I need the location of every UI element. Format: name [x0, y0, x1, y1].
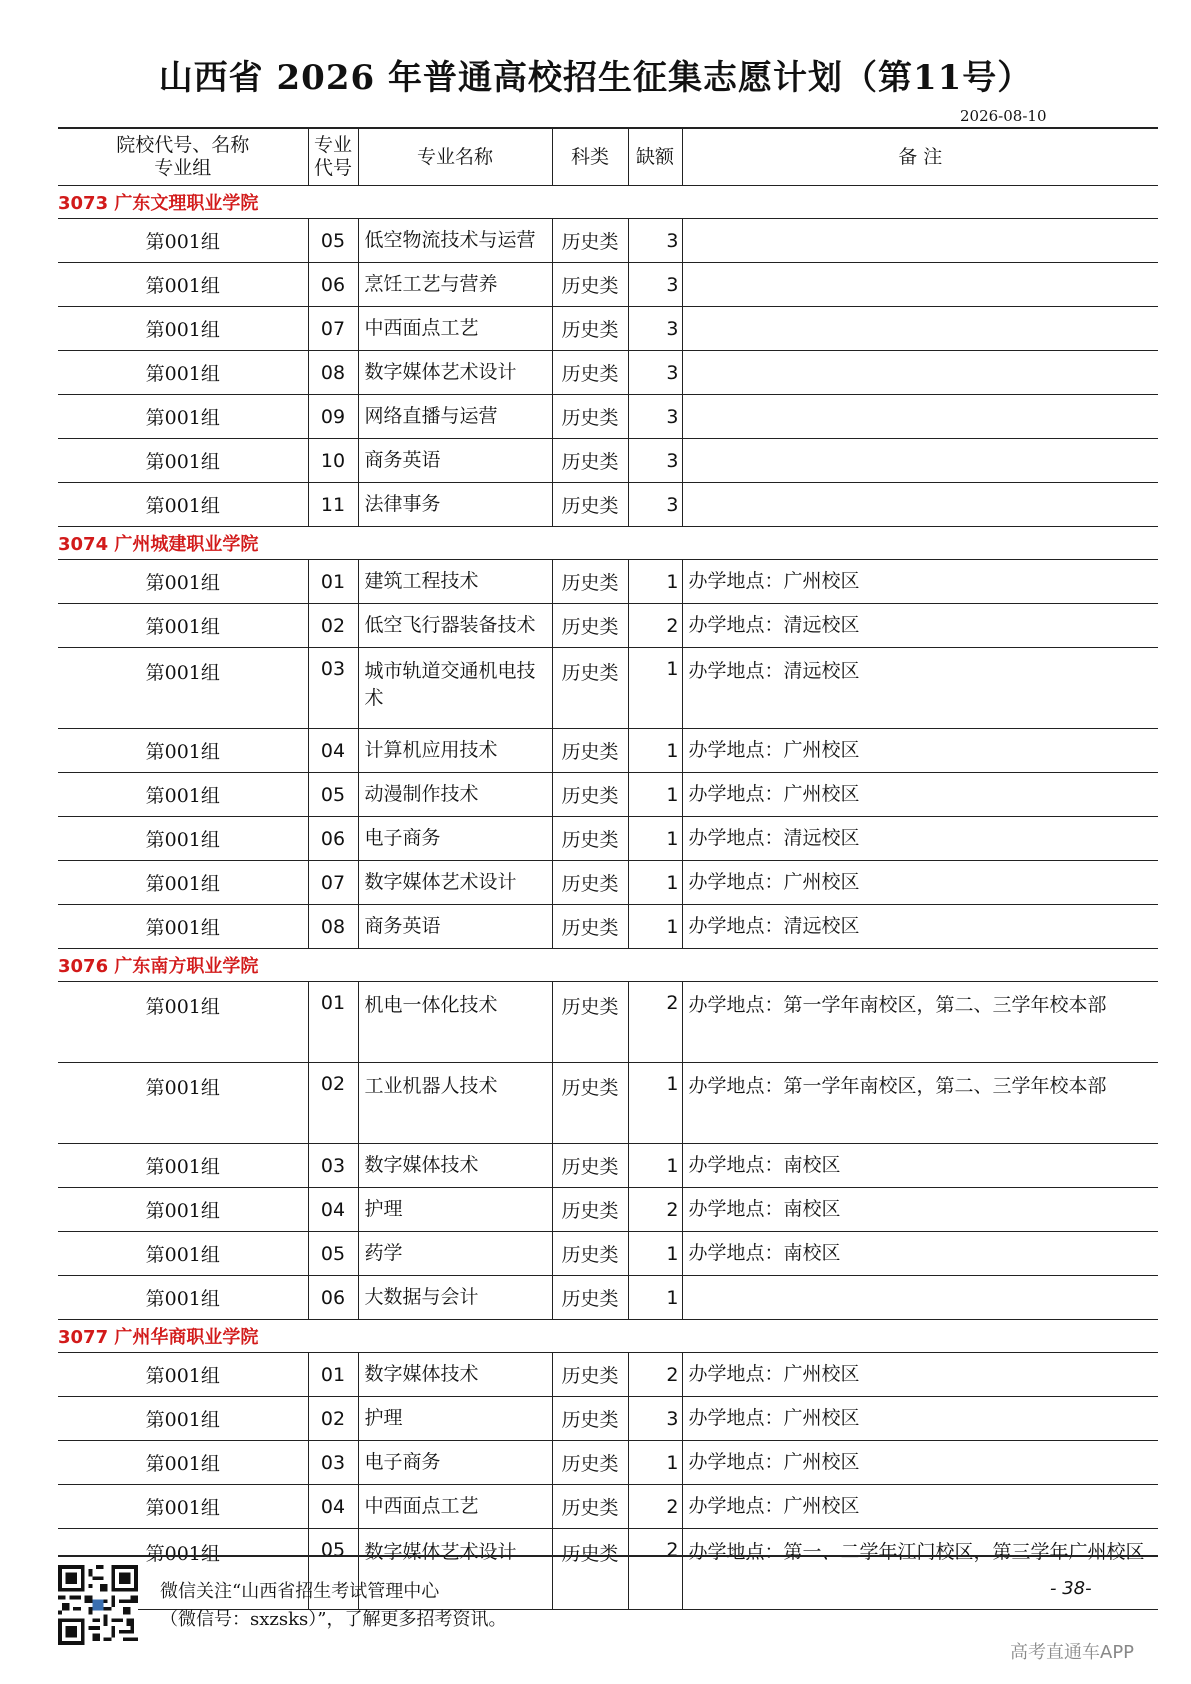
cell-major-code: 05	[308, 773, 358, 817]
cell-group: 第001组	[58, 729, 308, 773]
cell-category: 历史类	[552, 1353, 628, 1397]
cell-vacancy: 1	[628, 1232, 682, 1276]
cell-group: 第001组	[58, 773, 308, 817]
cell-category: 历史类	[552, 604, 628, 648]
cell-group: 第001组	[58, 1397, 308, 1441]
cell-category: 历史类	[552, 1529, 628, 1610]
cell-major-name: 建筑工程技术	[358, 560, 552, 604]
cell-major-code: 03	[308, 1441, 358, 1485]
header-remarks: 备 注	[682, 128, 1158, 186]
cell-vacancy: 2	[628, 1529, 682, 1610]
cell-major-code: 08	[308, 351, 358, 395]
header-major-code-line2: 代号	[313, 157, 352, 179]
cell-group: 第001组	[58, 483, 308, 527]
cell-major-name: 数字媒体技术	[358, 1144, 552, 1188]
cell-category: 历史类	[552, 1232, 628, 1276]
table-row	[58, 982, 1158, 1063]
school-header-row	[58, 949, 1158, 982]
cell-group: 第001组	[58, 395, 308, 439]
cell-vacancy: 1	[628, 729, 682, 773]
cell-major-code: 02	[308, 1397, 358, 1441]
cell-major-name: 数字媒体技术	[358, 1353, 552, 1397]
cell-vacancy: 2	[628, 1353, 682, 1397]
school-title: 3074 广州城建职业学院	[58, 527, 1158, 560]
cell-vacancy: 1	[628, 817, 682, 861]
cell-category: 历史类	[552, 982, 628, 1063]
cell-major-name: 网络直播与运营	[358, 395, 552, 439]
cell-major-name: 护理	[358, 1188, 552, 1232]
cell-remarks: 办学地点：南校区	[682, 1144, 1158, 1188]
cell-remarks	[682, 1276, 1158, 1320]
cell-remarks	[682, 483, 1158, 527]
cell-category: 历史类	[552, 648, 628, 729]
cell-category: 历史类	[552, 560, 628, 604]
table-header-row	[58, 128, 1158, 186]
header-school-group	[58, 128, 308, 186]
cell-group: 第001组	[58, 905, 308, 949]
cell-major-code: 07	[308, 307, 358, 351]
table-row	[58, 648, 1158, 729]
cell-major-name: 中西面点工艺	[358, 1485, 552, 1529]
cell-group: 第001组	[58, 560, 308, 604]
table-row	[58, 395, 1158, 439]
table-row	[58, 1441, 1158, 1485]
cell-major-name: 电子商务	[358, 817, 552, 861]
cell-group: 第001组	[58, 219, 308, 263]
cell-vacancy: 3	[628, 483, 682, 527]
cell-group: 第001组	[58, 982, 308, 1063]
footer-divider	[58, 1555, 1158, 1557]
cell-major-name: 动漫制作技术	[358, 773, 552, 817]
cell-vacancy: 1	[628, 861, 682, 905]
cell-category: 历史类	[552, 395, 628, 439]
cell-remarks: 办学地点：南校区	[682, 1188, 1158, 1232]
cell-major-code: 07	[308, 861, 358, 905]
footer-notice-line2: （微信号：sxzsks）”，了解更多招考资讯。	[160, 1609, 507, 1630]
cell-vacancy: 1	[628, 1144, 682, 1188]
table-row	[58, 729, 1158, 773]
cell-vacancy: 1	[628, 773, 682, 817]
cell-category: 历史类	[552, 1063, 628, 1144]
cell-category: 历史类	[552, 817, 628, 861]
cell-major-name: 药学	[358, 1232, 552, 1276]
table-row	[58, 861, 1158, 905]
cell-group: 第001组	[58, 648, 308, 729]
cell-group: 第001组	[58, 351, 308, 395]
table-row	[58, 773, 1158, 817]
table-row	[58, 1063, 1158, 1144]
cell-vacancy: 1	[628, 560, 682, 604]
table-row	[58, 560, 1158, 604]
cell-category: 历史类	[552, 307, 628, 351]
cell-group: 第001组	[58, 604, 308, 648]
cell-major-code: 01	[308, 982, 358, 1063]
school-header-row	[58, 186, 1158, 219]
cell-remarks: 办学地点：广州校区	[682, 773, 1158, 817]
cell-category: 历史类	[552, 351, 628, 395]
cell-vacancy: 3	[628, 351, 682, 395]
cell-vacancy: 1	[628, 1276, 682, 1320]
cell-group: 第001组	[58, 307, 308, 351]
table-row	[58, 1485, 1158, 1529]
table-row	[58, 905, 1158, 949]
cell-remarks: 办学地点：广州校区	[682, 1485, 1158, 1529]
cell-remarks: 办学地点：清远校区	[682, 648, 1158, 729]
cell-remarks	[682, 307, 1158, 351]
cell-remarks: 办学地点：广州校区	[682, 729, 1158, 773]
cell-major-code: 09	[308, 395, 358, 439]
school-title: 3077 广州华商职业学院	[58, 1320, 1158, 1353]
cell-vacancy: 1	[628, 648, 682, 729]
qr-code-icon	[58, 1565, 138, 1645]
footer-notice	[160, 1578, 506, 1634]
cell-major-code: 06	[308, 1276, 358, 1320]
cell-remarks: 办学地点：广州校区	[682, 1397, 1158, 1441]
cell-vacancy: 1	[628, 1441, 682, 1485]
table-row	[58, 817, 1158, 861]
cell-group: 第001组	[58, 1063, 308, 1144]
cell-remarks: 办学地点：清远校区	[682, 905, 1158, 949]
cell-category: 历史类	[552, 439, 628, 483]
cell-remarks: 办学地点：清远校区	[682, 817, 1158, 861]
cell-major-code: 04	[308, 1188, 358, 1232]
table-row	[58, 307, 1158, 351]
cell-group: 第001组	[58, 1353, 308, 1397]
header-vacancy: 缺额	[628, 128, 682, 186]
cell-remarks: 办学地点：广州校区	[682, 1353, 1158, 1397]
cell-group: 第001组	[58, 1441, 308, 1485]
cell-group: 第001组	[58, 1144, 308, 1188]
table-row	[58, 1144, 1158, 1188]
table-row	[58, 351, 1158, 395]
table-row	[58, 1353, 1158, 1397]
cell-vacancy: 1	[628, 1063, 682, 1144]
cell-category: 历史类	[552, 1144, 628, 1188]
cell-major-name: 数字媒体艺术设计	[358, 351, 552, 395]
header-school-group-line1: 院校代号、名称	[116, 134, 250, 156]
cell-category: 历史类	[552, 1188, 628, 1232]
table-row	[58, 1232, 1158, 1276]
cell-major-code: 08	[308, 905, 358, 949]
cell-major-name: 商务英语	[358, 439, 552, 483]
table-row	[58, 483, 1158, 527]
cell-category: 历史类	[552, 905, 628, 949]
header-school-group-line2: 专业组	[154, 157, 212, 179]
cell-remarks: 办学地点：清远校区	[682, 604, 1158, 648]
cell-category: 历史类	[552, 1276, 628, 1320]
cell-remarks: 办学地点：第一学年南校区，第二、三学年校本部	[682, 1063, 1158, 1144]
table-row	[58, 263, 1158, 307]
cell-major-name: 法律事务	[358, 483, 552, 527]
header-major-code-line1: 专业	[313, 134, 352, 156]
cell-vacancy: 3	[628, 307, 682, 351]
cell-category: 历史类	[552, 1441, 628, 1485]
cell-remarks	[682, 351, 1158, 395]
cell-remarks: 办学地点：南校区	[682, 1232, 1158, 1276]
cell-major-code: 05	[308, 1232, 358, 1276]
table-row	[58, 1276, 1158, 1320]
cell-major-code: 03	[308, 648, 358, 729]
footer-notice-line1: 微信关注“山西省招生考试管理中心	[160, 1581, 440, 1602]
cell-vacancy: 2	[628, 982, 682, 1063]
cell-vacancy: 2	[628, 604, 682, 648]
header-major-code	[308, 128, 358, 186]
table-row	[58, 1397, 1158, 1441]
cell-category: 历史类	[552, 263, 628, 307]
cell-group: 第001组	[58, 1529, 308, 1610]
cell-major-code: 02	[308, 604, 358, 648]
cell-remarks	[682, 263, 1158, 307]
cell-major-code: 10	[308, 439, 358, 483]
school-header-row	[58, 527, 1158, 560]
cell-vacancy: 3	[628, 439, 682, 483]
cell-category: 历史类	[552, 729, 628, 773]
cell-major-code: 01	[308, 560, 358, 604]
cell-major-code: 03	[308, 1144, 358, 1188]
cell-major-code: 04	[308, 1485, 358, 1529]
cell-vacancy: 3	[628, 1397, 682, 1441]
cell-remarks	[682, 439, 1158, 483]
cell-remarks: 办学地点：第一、二学年江门校区，第三学年广州校区	[682, 1529, 1158, 1610]
cell-group: 第001组	[58, 817, 308, 861]
cell-major-name: 工业机器人技术	[358, 1063, 552, 1144]
watermark-text: 高考直通车APP	[1010, 1642, 1135, 1663]
table-row	[58, 1188, 1158, 1232]
table-body	[58, 186, 1158, 1610]
cell-major-code: 06	[308, 817, 358, 861]
cell-major-code: 01	[308, 1353, 358, 1397]
cell-group: 第001组	[58, 1232, 308, 1276]
cell-major-code: 05	[308, 219, 358, 263]
table-row	[58, 219, 1158, 263]
cell-remarks: 办学地点：第一学年南校区，第二、三学年校本部	[682, 982, 1158, 1063]
publish-date: 2026-08-10	[960, 107, 1047, 125]
cell-remarks: 办学地点：广州校区	[682, 861, 1158, 905]
cell-major-name: 数字媒体艺术设计	[358, 861, 552, 905]
cell-remarks	[682, 395, 1158, 439]
page-title: 山西省 2026 年普通高校招生征集志愿计划（第11号）	[158, 58, 1033, 98]
cell-major-code: 05	[308, 1529, 358, 1610]
cell-group: 第001组	[58, 1188, 308, 1232]
cell-major-name: 护理	[358, 1397, 552, 1441]
cell-vacancy: 3	[628, 263, 682, 307]
cell-vacancy: 3	[628, 219, 682, 263]
cell-category: 历史类	[552, 1485, 628, 1529]
cell-major-name: 商务英语	[358, 905, 552, 949]
cell-major-code: 11	[308, 483, 358, 527]
cell-major-name: 大数据与会计	[358, 1276, 552, 1320]
cell-vacancy: 3	[628, 395, 682, 439]
table-row	[58, 439, 1158, 483]
header-category: 科类	[552, 128, 628, 186]
cell-category: 历史类	[552, 483, 628, 527]
school-title: 3076 广东南方职业学院	[58, 949, 1158, 982]
header-major-name: 专业名称	[358, 128, 552, 186]
cell-remarks	[682, 219, 1158, 263]
cell-major-name: 机电一体化技术	[358, 982, 552, 1063]
cell-major-code: 06	[308, 263, 358, 307]
school-title: 3073 广东文理职业学院	[58, 186, 1158, 219]
cell-major-code: 02	[308, 1063, 358, 1144]
cell-group: 第001组	[58, 439, 308, 483]
cell-group: 第001组	[58, 1276, 308, 1320]
cell-major-name: 中西面点工艺	[358, 307, 552, 351]
cell-vacancy: 1	[628, 905, 682, 949]
cell-major-name: 计算机应用技术	[358, 729, 552, 773]
cell-major-name: 城市轨道交通机电技术	[358, 648, 552, 729]
cell-group: 第001组	[58, 861, 308, 905]
cell-category: 历史类	[552, 861, 628, 905]
cell-major-name: 电子商务	[358, 1441, 552, 1485]
cell-category: 历史类	[552, 773, 628, 817]
cell-vacancy: 2	[628, 1485, 682, 1529]
cell-remarks: 办学地点：广州校区	[682, 1441, 1158, 1485]
table-row	[58, 604, 1158, 648]
cell-major-name: 低空飞行器装备技术	[358, 604, 552, 648]
cell-group: 第001组	[58, 263, 308, 307]
page-number: - 38-	[1050, 1578, 1092, 1599]
cell-major-name: 烹饪工艺与营养	[358, 263, 552, 307]
cell-major-code: 04	[308, 729, 358, 773]
cell-major-name: 数字媒体艺术设计	[358, 1529, 552, 1610]
school-header-row	[58, 1320, 1158, 1353]
cell-category: 历史类	[552, 219, 628, 263]
cell-group: 第001组	[58, 1485, 308, 1529]
cell-remarks: 办学地点：广州校区	[682, 560, 1158, 604]
cell-major-name: 低空物流技术与运营	[358, 219, 552, 263]
cell-vacancy: 2	[628, 1188, 682, 1232]
enrollment-plan-table	[58, 127, 1158, 1610]
cell-category: 历史类	[552, 1397, 628, 1441]
